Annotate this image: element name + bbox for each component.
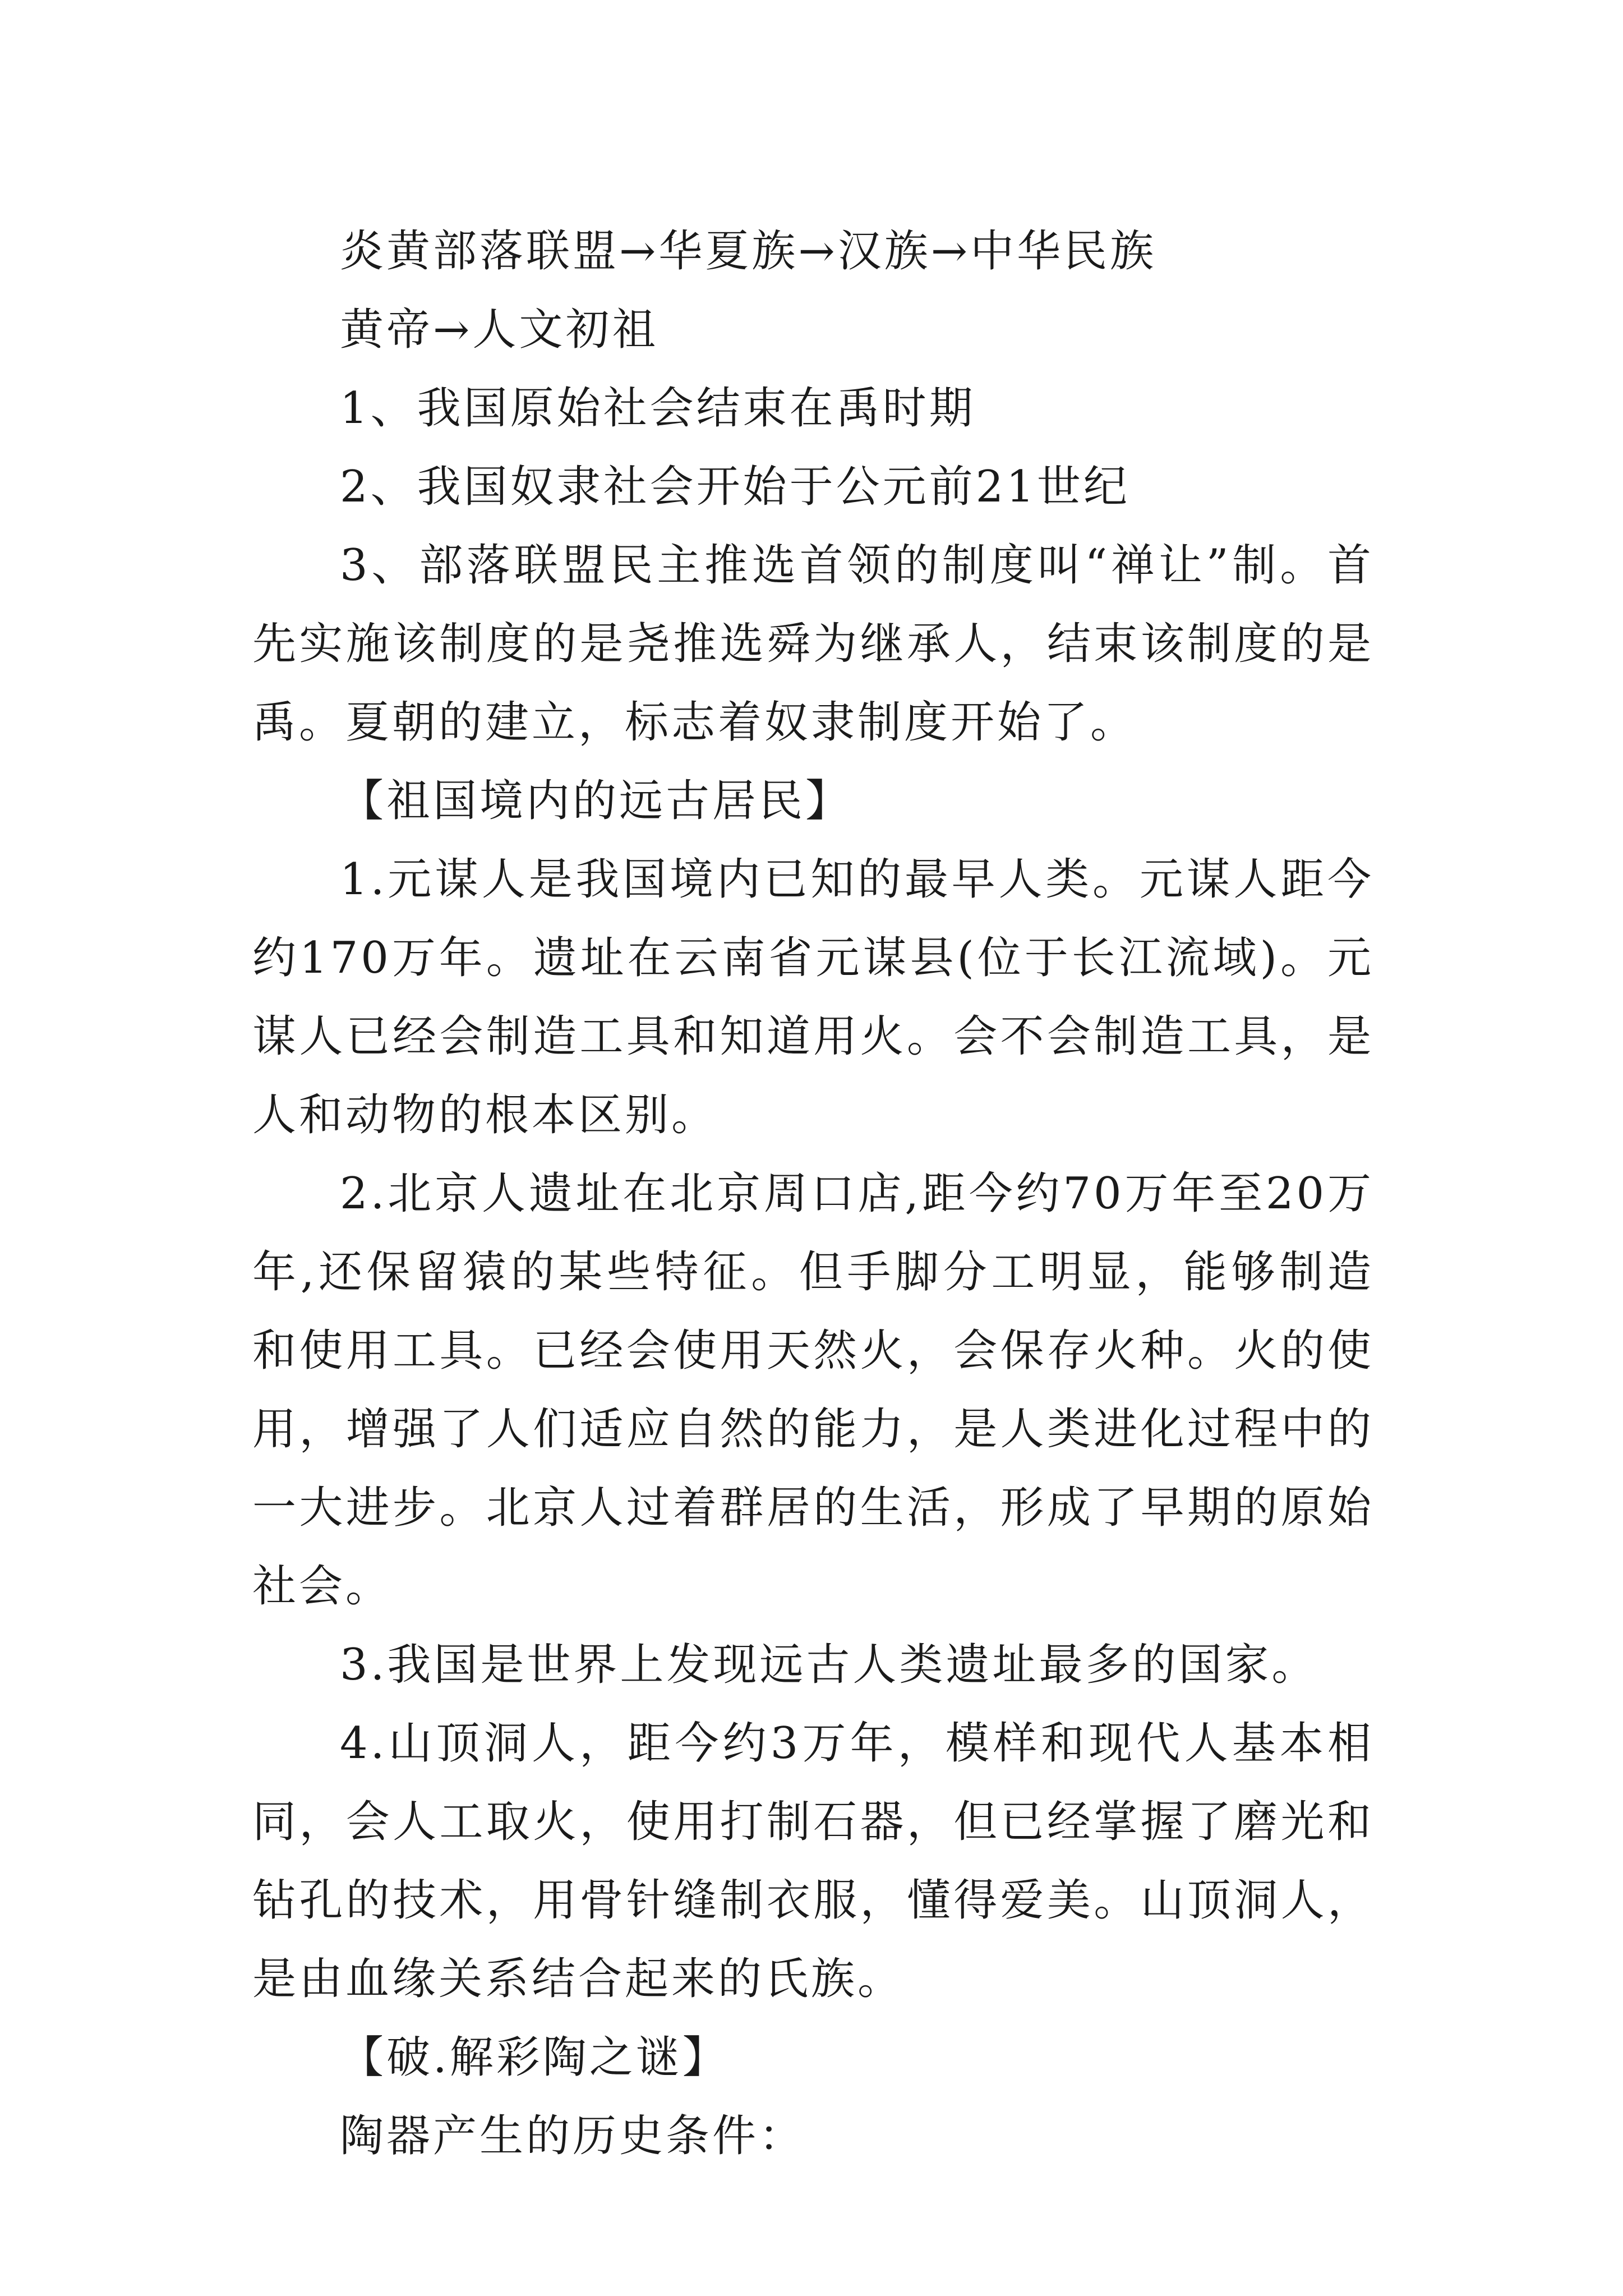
- paragraph-lineage: 炎黄部落联盟→华夏族→汉族→中华民族: [340, 226, 1157, 277]
- paragraph-peking-man: 2.北京人遗址在北京周口店,距今约70万年至20万年,还保留猿的某些特征。但手脚分工明显，能够制造和使用工具。已经会使用天然火，会保存火种。火的使用，增强了人们适应自然的能力，是人类进化过程中的一大进步。北京人过着群居的生活，形成了早期的原始社会。: [252, 1168, 1374, 1612]
- paragraph-point-1: 1、我国原始社会结束在禹时期: [340, 383, 976, 434]
- paragraph-most-sites: 3.我国是世界上发现远古人类遗址最多的国家。: [340, 1640, 1318, 1690]
- paragraph-point-3: 3、部落联盟民主推选首领的制度叫“禅让”制。首先实施该制度的是尧推选舜为继承人，结束该制度的是禹。夏朝的建立，标志着奴隶制度开始了。: [252, 540, 1374, 748]
- paragraph-upper-cave: 4.山顶洞人，距今约3万年，模样和现代人基本相同，会人工取火，使用打制石器，但已经掌握了磨光和钻孔的技术，用骨针缝制衣服，懂得爱美。山顶洞人，是由血缘关系结合起来的氏族。: [252, 1718, 1374, 2004]
- paragraph-point-2: 2、我国奴隶社会开始于公元前21世纪: [340, 462, 1130, 512]
- document-body: [252, 212, 1374, 2175]
- paragraph-huangdi: 黄帝→人文初祖: [340, 305, 659, 355]
- paragraph-yuanmou: 1.元谋人是我国境内已知的最早人类。元谋人距今约170万年。遗址在云南省元谋县(位于长江流域)。元谋人已经会制造工具和知道用火。会不会制造工具，是人和动物的根本区别。: [252, 854, 1374, 1140]
- section-heading-ancient-residents: 【祖国境内的远古居民】: [340, 776, 852, 826]
- paragraph-pottery-conditions: 陶器产生的历史条件：: [340, 2111, 806, 2161]
- section-heading-painted-pottery: 【破.解彩陶之谜】: [340, 2032, 729, 2083]
